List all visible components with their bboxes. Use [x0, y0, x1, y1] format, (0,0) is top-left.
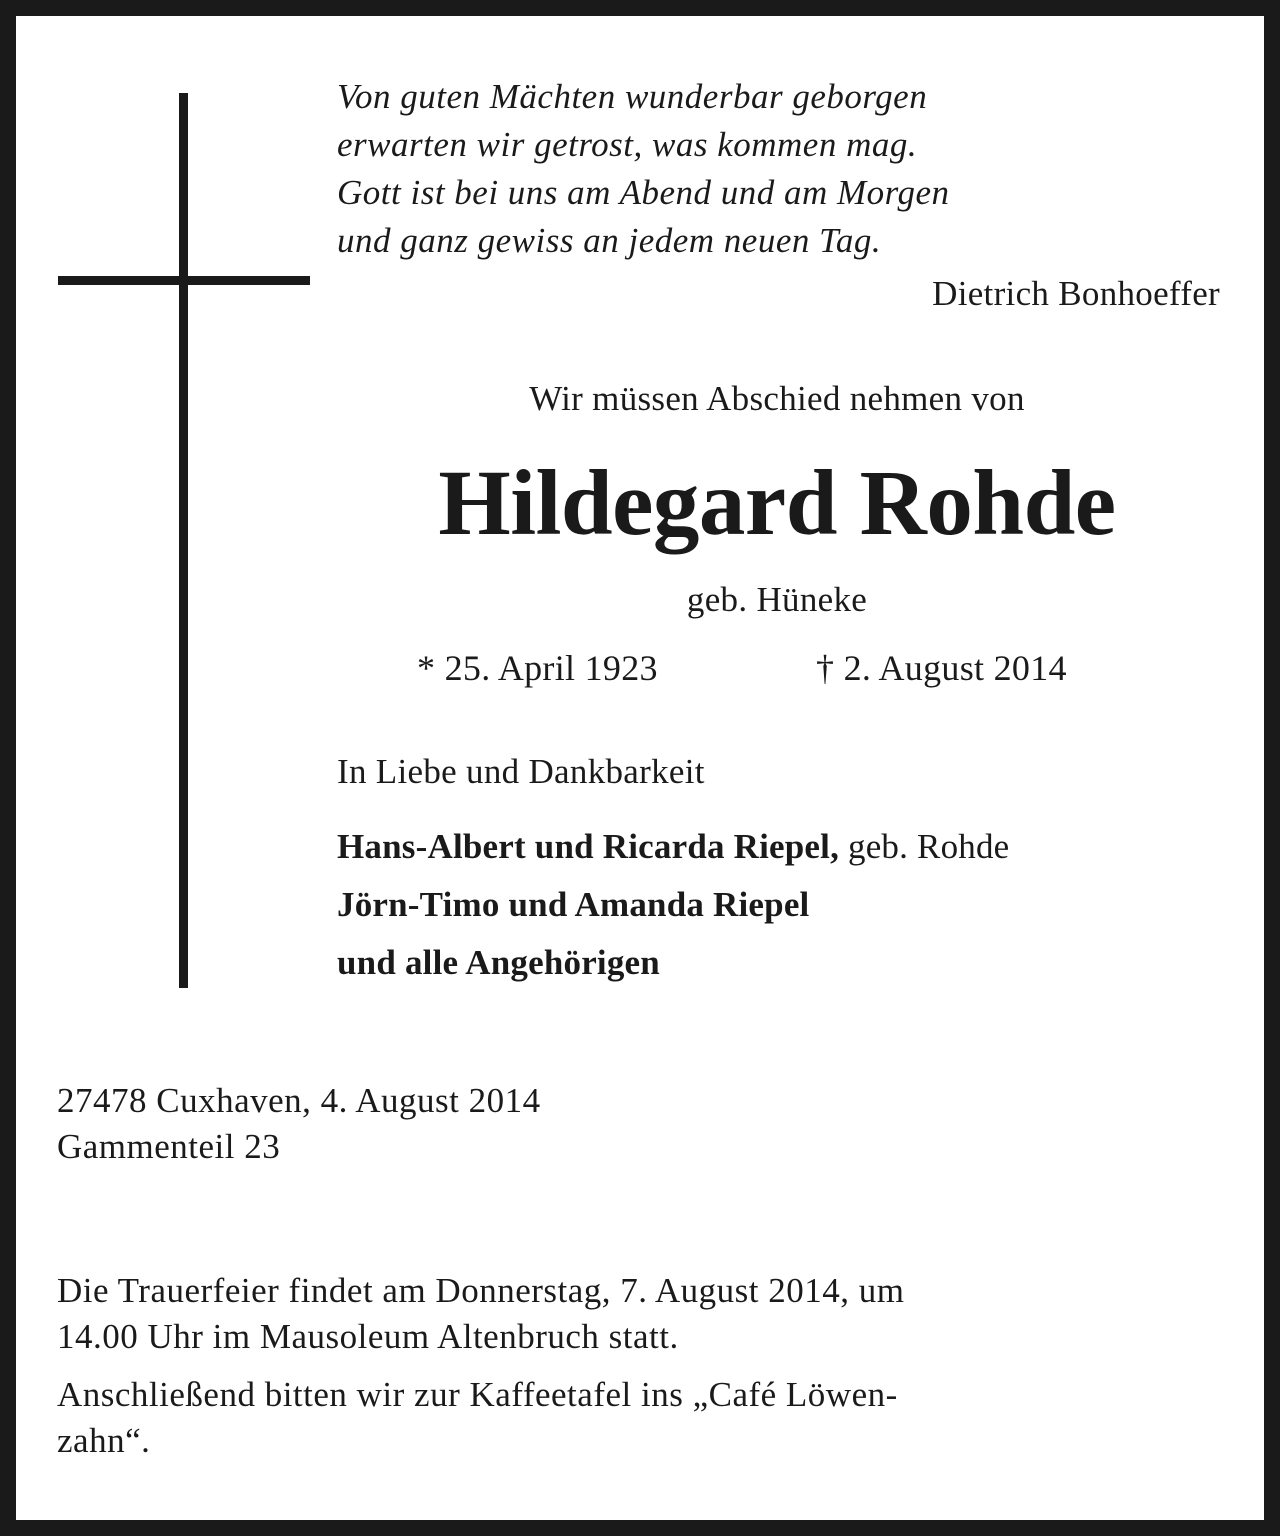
mourner-line: Jörn-Timo und Amanda Riepel: [337, 885, 810, 924]
service-line: Anschließend bitten wir zur Kaffeetafel ins „Café Löwen-: [57, 1375, 898, 1414]
address-line: Gammenteil 23: [57, 1127, 281, 1166]
mourner-names: Hans-Albert und Ricarda Riepel,: [337, 827, 840, 866]
deceased-name: Hildegard Rohde: [438, 452, 1116, 555]
poem-line: Von guten Mächten wunderbar geborgen: [337, 77, 928, 116]
notice-intro: Wir müssen Abschied nehmen von: [529, 379, 1025, 418]
mourners-list: [337, 818, 1009, 992]
mourner-line: [337, 818, 1009, 876]
service-line: Die Trauerfeier findet am Donnerstag, 7. August 2014, um: [57, 1271, 905, 1310]
cross-horizontal-bar: [58, 276, 310, 285]
address: [57, 1078, 541, 1170]
birth-date: * 25. April 1923: [417, 648, 658, 688]
mourner-maiden: geb. Rohde: [839, 827, 1010, 866]
poem-line: Gott ist bei uns am Abend und am Morgen: [337, 173, 950, 212]
maiden-name: geb. Hüneke: [686, 580, 868, 619]
cross-vertical-bar: [179, 93, 188, 988]
service-line: zahn“.: [57, 1421, 151, 1460]
service-info: [57, 1268, 904, 1464]
mourner-line: und alle Angehörigen: [337, 943, 660, 982]
service-line: 14.00 Uhr im Mausoleum Altenbruch statt.: [57, 1317, 679, 1356]
poem-author: Dietrich Bonhoeffer: [932, 274, 1220, 313]
address-line: 27478 Cuxhaven, 4. August 2014: [57, 1081, 541, 1120]
poem: [337, 73, 950, 265]
death-date: † 2. August 2014: [816, 648, 1067, 688]
poem-line: und ganz gewiss an jedem neuen Tag.: [337, 221, 882, 260]
dedication: In Liebe und Dankbarkeit: [337, 752, 705, 791]
poem-line: erwarten wir getrost, was kommen mag.: [337, 125, 918, 164]
